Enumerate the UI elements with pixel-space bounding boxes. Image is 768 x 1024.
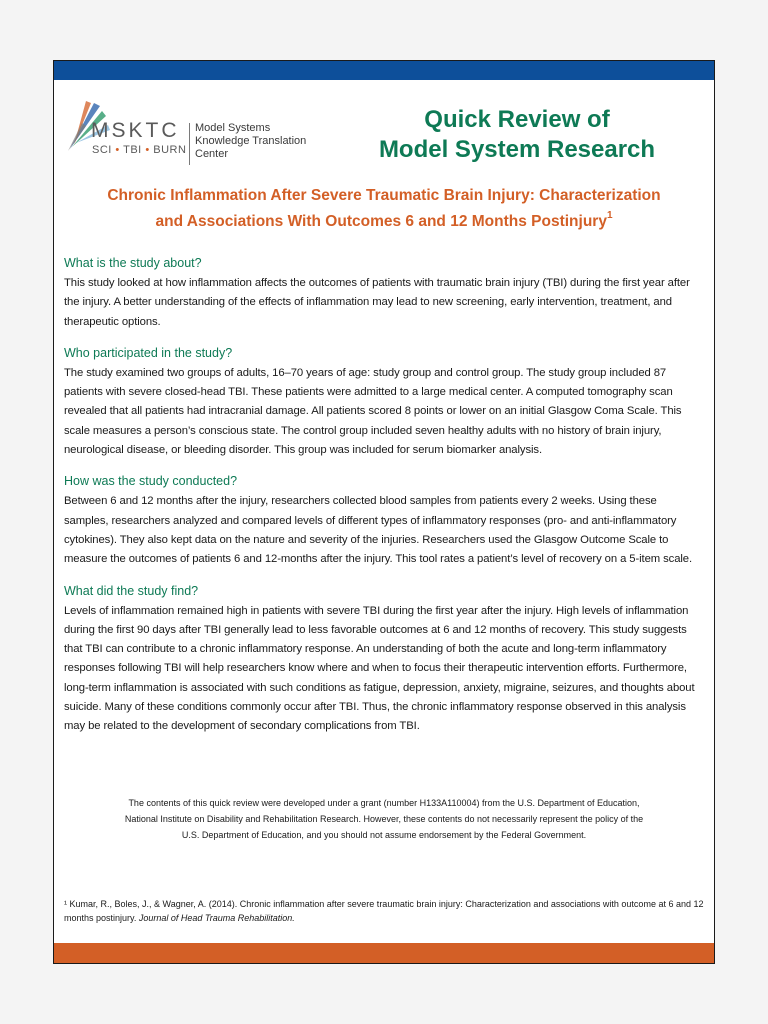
section-heading: What did the study find? bbox=[64, 583, 199, 598]
footnote-journal: Journal of Head Trauma Rehabilitation. bbox=[138, 913, 295, 923]
logo-subtitle bbox=[92, 144, 186, 156]
page-title-line1: Quick Review of bbox=[424, 106, 610, 133]
study-title-line1: Chronic Inflammation After Severe Traumatic Brain Injury: Characterization bbox=[107, 187, 661, 204]
section-body: This study looked at how inflammation affects the outcomes of patients with traumatic brain injury (TBI) during the first year after the injury. A better understanding of the effects of inflammation may lead to new screening, early intervention, treatment, and therapeutic options. bbox=[64, 277, 690, 328]
section-methods bbox=[64, 473, 704, 569]
section-participants bbox=[64, 345, 704, 460]
logo-sub-separator: • bbox=[145, 144, 150, 156]
section-heading: What is the study about? bbox=[64, 256, 202, 270]
logo-wordmark: MSKTC bbox=[91, 119, 180, 142]
section-body: The study examined two groups of adults, 16–70 years of age: study group and control group. The study group included 87 patients with severe closed-head TBI. These patients were admitted to a large medical center. A computed tomography scan revealed that all patients had intracranial damage. All patients scored 8 points or lower on an initial Glasgow Coma Scale. This scale measures a person’s conscious state. The control group included seven healthy adults with no history of brain injury, neurological disease, or bleeding disorder. This group was included for serum biomarker analysis. bbox=[64, 366, 682, 457]
section-study-about bbox=[64, 255, 704, 332]
footnote-marker: ¹ bbox=[64, 899, 67, 909]
logo-center-line: Model Systems bbox=[195, 122, 271, 134]
study-title bbox=[64, 185, 704, 233]
logo-center-line: Center bbox=[195, 148, 229, 160]
msktc-logo bbox=[64, 97, 334, 169]
section-body: Between 6 and 12 months after the injury, researchers collected blood samples from patients every 2 weeks. Using these samples, researchers analyzed and compared levels of different types of inflammatory responses (pro- and anti-inflammatory cytokines). They also kept data on the nature and severity of the injuries. Researchers used the Glasgow Outcome Scale to measure the outcomes of patients 6 and 12-months after the injury. This tool rates a patient’s level of recovery on a 5-item scale. bbox=[64, 495, 693, 566]
logo-divider bbox=[189, 123, 190, 165]
top-color-bar bbox=[54, 61, 714, 80]
section-heading: How was the study conducted? bbox=[64, 474, 238, 489]
section-body: Levels of inflammation remained high in patients with severe TBI during the first year after the injury. High levels of inflammation during the first 90 days after TBI generally lead to less favorable outcomes at 6 and 12 months of recovery. This study suggests that TBI can contribute to a chronic inflammatory response. An understanding of both the acute and long-term inflammatory responses following TBI will help researchers know where and when to focus their therapeutic intervention efforts. Furthermore, long-term inflammation is associated with such conditions as fatigue, depression, anxiety, migraine, seizures, and thoughts about suicide. Many of these conditions commonly occur after TBI. Thus, the chronic inflammatory response observed in this analysis may be related to the development of secondary complications from TBI. bbox=[64, 604, 695, 733]
funding-disclaimer bbox=[94, 795, 674, 843]
logo-center-name bbox=[195, 122, 306, 161]
logo-sub-burn: BURN bbox=[153, 144, 187, 156]
footnote-citation bbox=[64, 897, 704, 925]
section-findings bbox=[64, 583, 704, 737]
page-title-line2: Model System Research bbox=[378, 136, 656, 163]
page-title bbox=[354, 105, 680, 165]
content-body bbox=[64, 255, 704, 750]
funding-line: U.S. Department of Education, and you should not assume endorsement by the Federal Government. bbox=[181, 830, 587, 840]
logo-sub-separator: • bbox=[115, 144, 120, 156]
bottom-color-bar bbox=[54, 943, 714, 963]
logo-sub-tbi: TBI bbox=[123, 144, 142, 156]
document-page bbox=[53, 60, 715, 964]
logo-center-line: Knowledge Translation bbox=[195, 135, 307, 147]
study-title-line2-wrap bbox=[64, 207, 704, 233]
footnote-text: Kumar, R., Boles, J., & Wagner, A. (2014). Chronic inflammation after severe traumatic brain injury: Characterization and associations with outcome at 6 and 12 months postinjury. bbox=[64, 899, 704, 923]
logo-sub-sci: SCI bbox=[92, 144, 112, 156]
funding-line: National Institute on Disability and Rehabilitation Research. However, these contents do not necessarily represent the policy of the bbox=[124, 814, 644, 824]
footnote-reference: 1 bbox=[606, 210, 613, 221]
section-heading: Who participated in the study? bbox=[64, 345, 233, 360]
study-title-line2: and Associations With Outcomes 6 and 12 Months Postinjury bbox=[155, 213, 607, 231]
funding-line: The contents of this quick review were developed under a grant (number H133A110004) from the U.S. Department of Education, bbox=[128, 798, 640, 808]
